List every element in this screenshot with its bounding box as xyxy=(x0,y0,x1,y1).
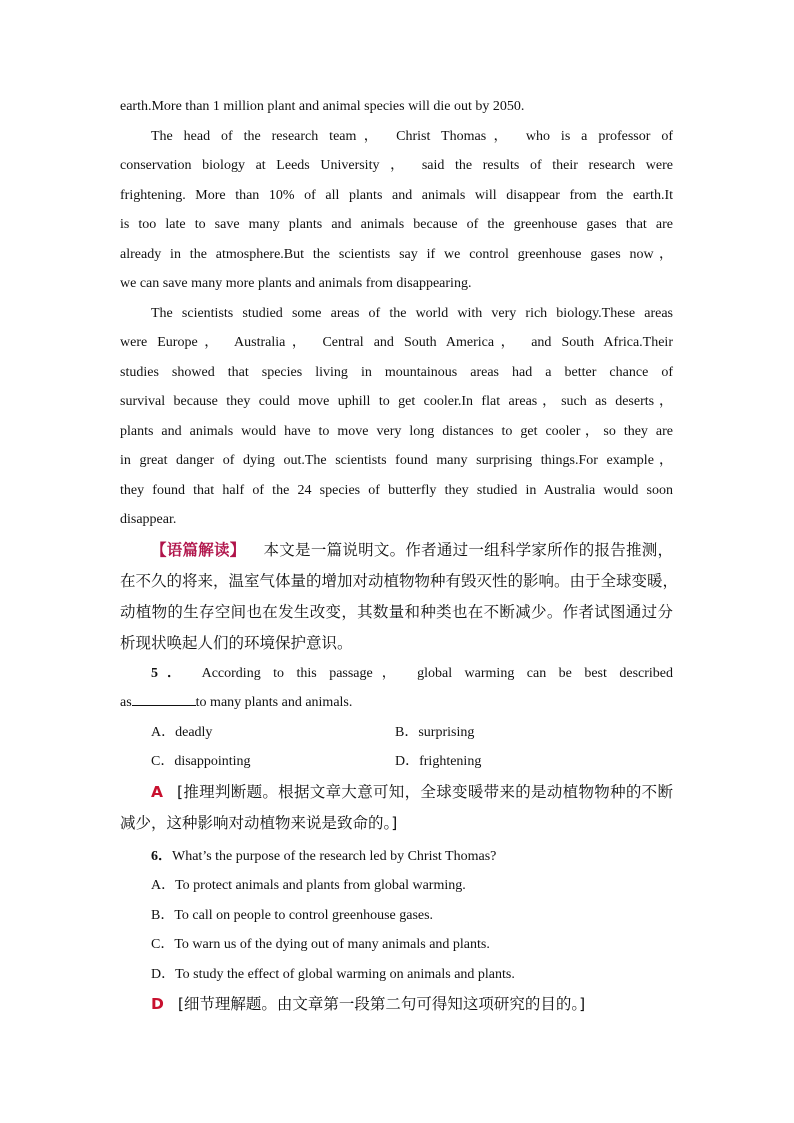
passage-line: plants and animals would have to move very long distances to get cooler，so they are xyxy=(120,423,673,439)
analysis-line: 动植物的生存空间也在发生改变，其数量和种类也在不断减少。作者试图通过分 xyxy=(120,602,673,621)
answer-key: D xyxy=(151,995,164,1013)
explanation-text: [推理判断题。根据文章大意可知，全球变暖带来的是动植物物种的不断 xyxy=(177,782,673,801)
passage-line: in great danger of dying out.The scientists found many surprising things.For example， xyxy=(120,453,673,468)
passage-line: studies showed that species living in mountainous areas had a better chance of xyxy=(120,364,673,380)
passage-line: conservation biology at Leeds University ， said the results of their research were xyxy=(120,158,673,173)
passage-line: The scientists studied some areas of the world with very rich biology.These areas xyxy=(151,305,673,321)
answer-explanation xyxy=(120,989,673,1020)
passage-line: disappear. xyxy=(120,512,177,527)
answer-explanation-cont: 减少，这种影响对动植物来说是致命的。] xyxy=(120,813,398,832)
question-6 xyxy=(120,842,673,1021)
analysis-line: 析现状唤起人们的环境保护意识。 xyxy=(120,633,353,652)
analysis-line xyxy=(120,535,673,566)
option-d: D．To study the effect of global warming on animals and plants. xyxy=(151,966,515,982)
answer-blank xyxy=(132,691,196,706)
passage-line: we can save many more plants and animals from disappearing. xyxy=(120,276,472,291)
option-a: A．deadly xyxy=(151,724,213,740)
passage-line: already in the atmosphere.But the scientists say if we control greenhouse gases now， xyxy=(120,246,673,262)
analysis-line: 在不久的将来，温室气体量的增加对动植物物种有毁灭性的影响。由于全球变暖， xyxy=(120,571,679,590)
passage-line: survival because they could move uphill to get cooler.In flat areas，such as deserts， xyxy=(120,394,673,409)
option-c: C．To warn us of the dying out of many animals and plants. xyxy=(151,937,490,952)
question-5 xyxy=(120,659,673,839)
option-a: A．To protect animals and plants from global warming. xyxy=(151,878,466,893)
analysis-text: 本文是一篇说明文。作者通过一组科学家所作的报告推测， xyxy=(263,540,673,559)
question-stem-text: as xyxy=(120,695,132,710)
answer-explanation xyxy=(120,777,673,808)
question-stem xyxy=(120,659,673,689)
question-stem-text: to many plants and animals. xyxy=(195,695,353,710)
explanation-text: [细节理解题。由文章第一段第二句可得知这项研究的目的。] xyxy=(177,995,586,1013)
question-number: 6． xyxy=(151,848,172,864)
passage-line: they found that half of the 24 species of butterfly they studied in Australia would soon xyxy=(120,482,673,498)
analysis-tag: 【语篇解读】 xyxy=(151,540,246,559)
question-stem-text: According to this passage， global warming can be best described xyxy=(201,665,673,681)
passage-line: is too late to save many plants and animals because of the greenhouse gases that are xyxy=(120,217,673,232)
option-d: D．frightening xyxy=(395,754,482,769)
passage-line: earth.More than 1 million plant and animal species will die out by 2050. xyxy=(120,99,525,114)
passage-line: frightening. More than 10% of all plants and animals will disappear from the earth.It xyxy=(120,187,673,203)
passage-line: were Europe， Australia， Central and South America， and South Africa.Their xyxy=(120,335,673,350)
question-stem-text: What’s the purpose of the research led by Christ Thomas? xyxy=(172,848,497,864)
passage-line: The head of the research team， Christ Thomas， who is a professor of xyxy=(151,128,673,144)
options-row xyxy=(120,747,673,777)
passage-analysis xyxy=(120,535,679,659)
document-page xyxy=(120,92,679,1020)
option-b: B．To call on people to control greenhouse gases. xyxy=(151,907,434,923)
option-c: C．disappointing xyxy=(151,754,251,769)
question-stem xyxy=(120,842,673,872)
option-b: B．surprising xyxy=(395,724,475,740)
options-row xyxy=(120,718,673,748)
question-stem-cont xyxy=(120,688,673,718)
answer-key: A xyxy=(151,782,163,801)
passage xyxy=(120,92,673,535)
question-number: 5． xyxy=(151,665,190,681)
